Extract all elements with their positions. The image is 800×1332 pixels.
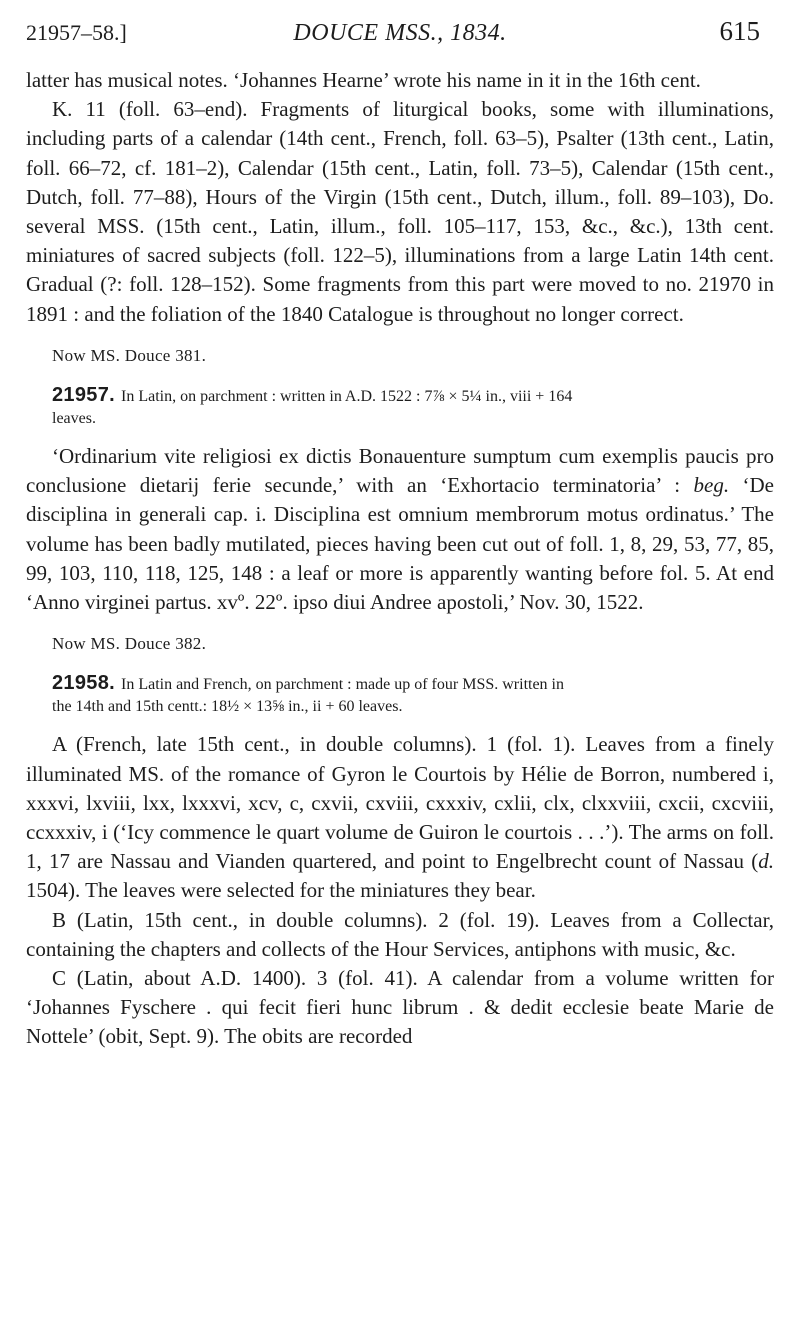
paragraph-part-b: B (Latin, 15th cent., in double columns). 2 (fol. 19). Leaves from a Collectar, containing the chapters and collects of the Hour Services, antiphons with music, &c. [26, 907, 774, 961]
paragraph-part-a [26, 730, 774, 905]
paragraph-21957-part2: ‘De disciplina in generali cap. i. Disciplina est omnium membrorum motus ordinatus.’ The volume has been badly mutilated, pieces having been cut out of foll. 1, 8, 29, 53, 77, 85, 99, 103, 110, 118, 125, 148 : a leaf or more is apparently wanting before fol. 5. At end ‘Anno virginei partus. xvº. 22º. ipso diui Andree apostoli,’ Nov. 30, 1522. [26, 473, 774, 615]
paragraph-k11: K. 11 (foll. 63–end). Fragments of liturgical books, some with illuminations, including parts of a calendar (14th cent., French, foll. 63–5), Psalter (13th cent., Latin, foll. 66–72, cf. 181–2), Calendar (15th cent., Latin, foll. 73–5), Calendar (15th cent., Dutch, foll. 77–88), Hours of the Virgin (15th cent., Dutch, illum., foll. 89–103), Do. several MSS. (15th cent., Latin, illum., foll. 105–117, 153, &c., &c.), 13th cent. miniatures of sacred subjects (foll. 122–5), illuminations from a large Latin 14th cent. Gradual (?: foll. 128–152). Some fragments from this part were moved to no. 21970 in 1891 : and the foliation of the 1840 Catalogue is throughout no longer correct. [26, 97, 774, 326]
paragraph-a-part2: 1504). The leaves were selected for the miniatures they bear. [26, 878, 536, 903]
now-ms-381: Now MS. Douce 381. [52, 345, 207, 365]
page-body [26, 66, 774, 1052]
entry-number-21957: 21957. [52, 384, 115, 407]
paragraph-opening: latter has musical notes. ‘Johannes Hearne’ wrote his name in it in the 16th cent. [26, 68, 701, 92]
running-head-entry-range: 21957–58.] [26, 20, 127, 45]
paragraph-a-part1: A (French, late 15th cent., in double columns). 1 (fol. 1). Leaves from a finely illuminated MS. of the romance of Gyron le Courtois by Hélie de Borron, numbered i, xxxvi, lxviii, lxx, lxxxvi, xcv, c, cxvii, cxviii, cxxxiv, cxlii, clx, clxxviii, cxcii, cxcviii, ccxxxiv, i (‘Icy commence le quart volume de Guiron le courtois . . .’). The arms on foll. 1, 17 are Nassau and Vianden quartered, and point to Engelbrecht count of Nassau ( [26, 732, 774, 874]
entry-heading-21957 [52, 384, 774, 430]
paragraph-21957 [26, 442, 774, 617]
running-head-title: DOUCE MSS., 1834. [293, 20, 507, 46]
now-ms-382: Now MS. Douce 382. [52, 634, 207, 654]
paragraph-part-c: C (Latin, about A.D. 1400). 3 (fol. 41). A calendar from a volume written for ‘Johannes Fyschere . qui fecit fieri hunc librum . & dedit ecclesie beate Marie de Nottele’ (obit, Sept. 9). The obits are recorded [26, 966, 774, 1049]
entry-number-21958: 21958. [52, 672, 115, 695]
entry-description-21957-line1: In Latin, on parchment : written in A.D. 1522 : 7⅞ × 5¼ in., viii + 164 [120, 388, 573, 406]
entry-description-21957-line2: leaves. [52, 410, 96, 428]
d-label: d. [758, 849, 774, 874]
entry-description-21958-line2: the 14th and 15th centt.: 18½ × 13⅝ in., ii + 60 leaves. [52, 698, 403, 716]
beg-label: beg. [693, 473, 730, 498]
running-head [26, 14, 774, 48]
entry-description-21958-line1: In Latin and French, on parchment : made up of four MSS. written in [120, 676, 564, 694]
paragraph-21957-part1: ‘Ordinarium vite religiosi ex dictis Bonauenture sumptum cum exemplis paucis pro conclusione dietarij ferie secunde,’ with an ‘Exhortacio terminatoria’ : [26, 444, 774, 498]
page-number: 615 [719, 16, 760, 46]
entry-heading-21958 [52, 672, 774, 718]
